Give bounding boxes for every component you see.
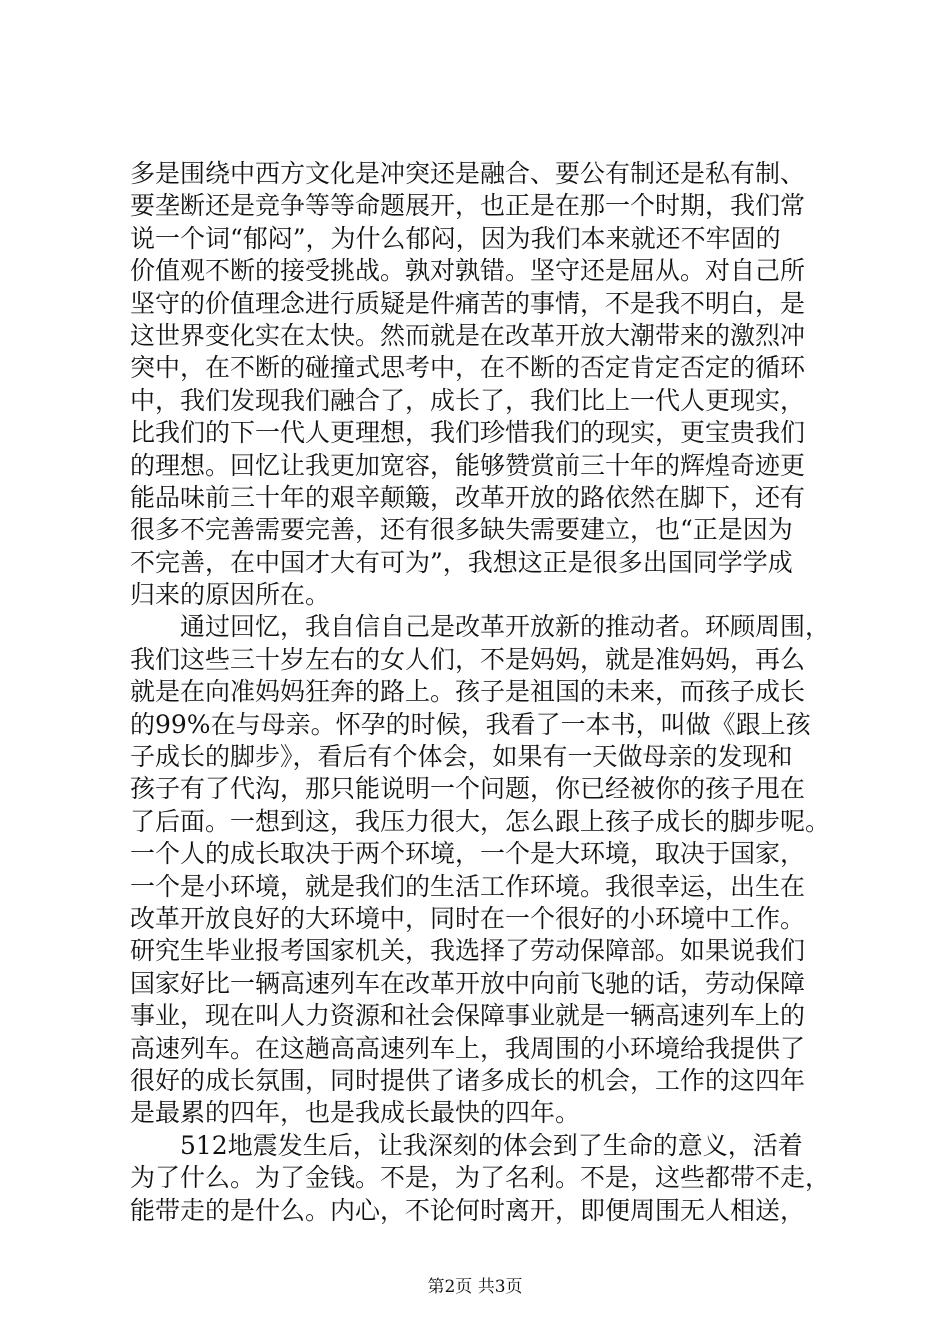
text-line: 不完善，在中国才大有可为”，我想这正是很多出国同学学成 xyxy=(130,547,793,577)
text-line: 就是在向准妈妈狂奔的路上。孩子是祖国的未来，而孩子成长 xyxy=(130,677,806,707)
text-line: 孩子有了代沟，那只能说明一个问题，你已经被你的孩子甩在 xyxy=(130,774,806,804)
text-line: 这世界变化实在太快。然而就是在改革开放大潮带来的激烈冲 xyxy=(130,320,806,350)
paragraph-start-line: 512地震发生后，让我深刻的体会到了生命的意义，活着 xyxy=(180,1130,803,1160)
text-line: 比我们的下一代人更理想，我们珍惜我们的现实，更宝贵我们 xyxy=(130,418,806,448)
text-line: 一个是小环境，就是我们的生活工作环境。我很幸运，出生在 xyxy=(130,871,806,901)
text-line: 我们这些三十岁左右的女人们，不是妈妈，就是准妈妈，再么 xyxy=(130,644,806,674)
text-line: 价值观不断的接受挑战。孰对孰错。坚守还是屈从。对自己所 xyxy=(130,256,806,286)
text-line: 子成长的脚步》，看后有个体会，如果有一天做母亲的发现和 xyxy=(130,742,793,772)
text-line: 是最累的四年，也是我成长最快的四年。 xyxy=(130,1098,581,1128)
text-line: 国家好比一辆高速列车在改革开放中向前飞驰的话，劳动保障 xyxy=(130,968,806,998)
text-line: 归来的原因所在。 xyxy=(130,580,331,610)
text-line: 改革开放良好的大环境中，同时在一个很好的小环境中工作。 xyxy=(130,903,806,933)
text-line: 能带走的是什么。内心，不论何时离开，即便周围无人相送， xyxy=(130,1195,806,1225)
text-line: 事业，现在叫人力资源和社会保障事业就是一辆高速列车上的 xyxy=(130,1001,806,1031)
text-line: 为了什么。为了金钱。不是，为了名利。不是，这些都带不走， xyxy=(130,1163,831,1193)
text-line: 一个人的成长取决于两个环境，一个是大环境，取决于国家， xyxy=(130,839,806,869)
text-line: 说一个词“郁闷”，为什么郁闷，因为我们本来就还不牢固的 xyxy=(130,223,781,253)
body-text xyxy=(130,158,850,1227)
text-line: 多是围绕中西方文化是冲突还是融合、要公有制还是私有制、 xyxy=(130,159,806,188)
text-line: 很好的成长氛围，同时提供了诸多成长的机会，工作的这四年 xyxy=(130,1065,806,1095)
page-footer: 第2页 共3页 xyxy=(427,1277,523,1297)
paragraph-start-line: 通过回忆，我自信自己是改革开放新的推动者。环顾周围， xyxy=(180,612,831,642)
text-line: 能品味前三十年的艰辛颠簸，改革开放的路依然在脚下，还有 xyxy=(130,482,806,512)
text-line: 的理想。回忆让我更加宽容，能够赞赏前三十年的辉煌奇迹更 xyxy=(130,450,806,480)
text-line: 很多不完善需要完善，还有很多缺失需要建立，也“正是因为 xyxy=(130,515,793,545)
text-line: 了后面。一想到这，我压力很大，怎么跟上孩子成长的脚步呢。 xyxy=(130,806,831,836)
text-line: 高速列车。在这趟高高速列车上，我周围的小环境给我提供了 xyxy=(130,1033,806,1063)
text-line: 坚守的价值理念进行质疑是件痛苦的事情，不是我不明白，是 xyxy=(130,288,806,318)
text-line: 的99%在与母亲。怀孕的时候，我看了一本书，叫做《跟上孩 xyxy=(130,709,811,739)
text-line: 突中，在不断的碰撞式思考中，在不断的否定肯定否定的循环 xyxy=(130,353,806,383)
text-line: 研究生毕业报考国家机关，我选择了劳动保障部。如果说我们 xyxy=(130,936,806,966)
text-line: 要垄断还是竞争等等命题展开，也正是在那一个时期，我们常 xyxy=(130,191,806,221)
text-line: 中，我们发现我们融合了，成长了，我们比上一代人更现实， xyxy=(130,385,806,415)
